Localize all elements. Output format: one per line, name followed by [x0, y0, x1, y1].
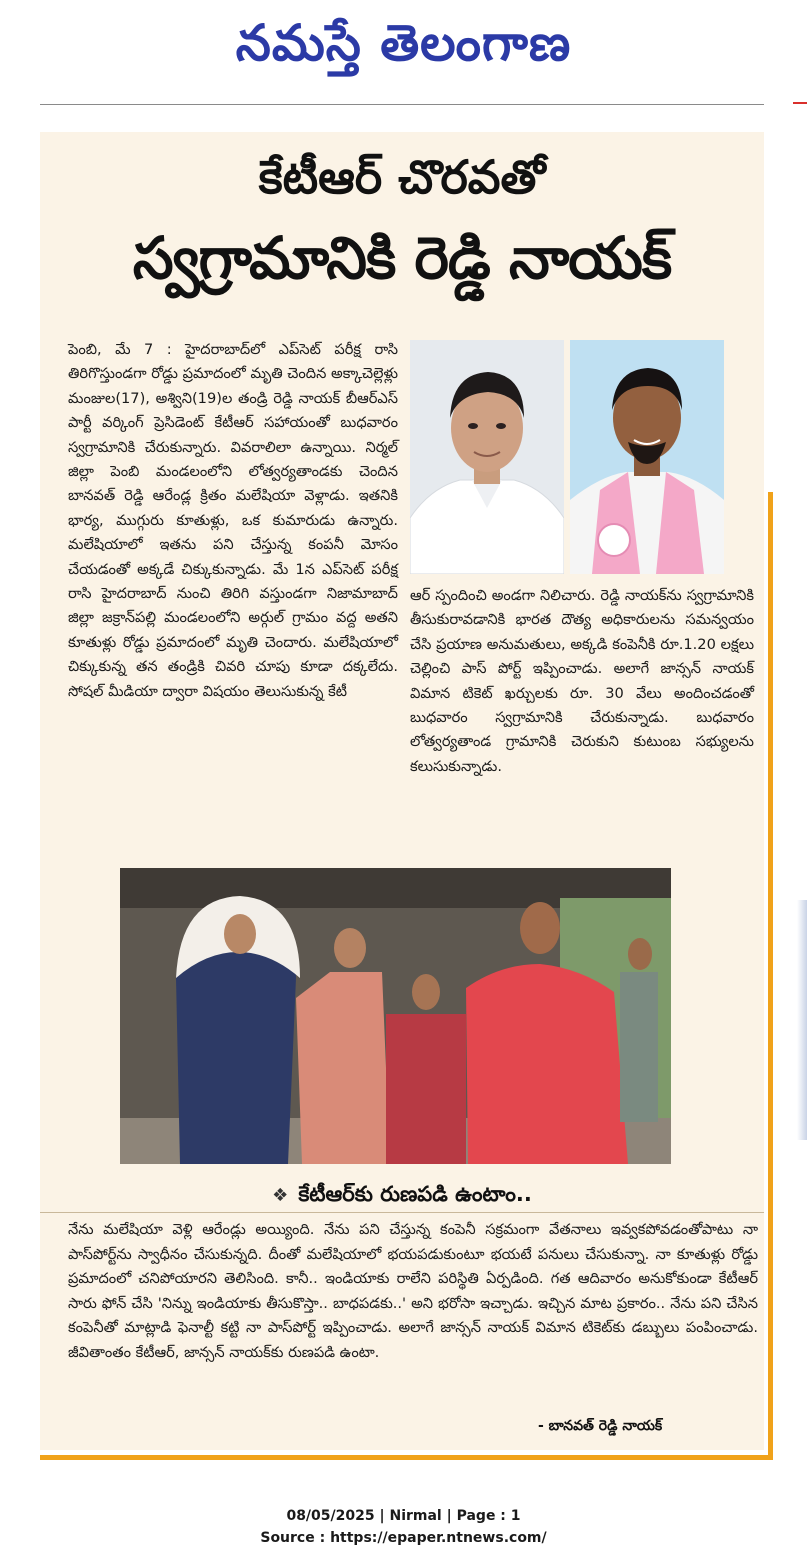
- article-column-2: ఆర్ స్పందించి అండగా నిలిచారు. రెడ్డి నాయక్‌ను స్వగ్రామానికి తీసుకురావడానికి భారత దౌత్య అధికారులను సమన్వయం చేసి ప్రయాణ అనుమతులు, అక్కడి కంపెనీకి రూ.1.20 లక్షలు చెల్లించి పాస్ పోర్ట్ ఇప్పించాడు. అలాగే జాన్సన్ నాయక్ విమాన టికెట్ ఖర్చులకు రూ. 30 వేలు అందించడంతో బుధవారం స్వగ్రామానికి చేరుకున్నాడు. బుధవారం లోత్వర్యతాండ గ్రామానికి చెరుకుని కుటుంబ సభ్యులను కలుసుకున్నాడు.: [410, 587, 754, 775]
- quote-attribution: - బానవత్ రెడ్డి నాయక్: [538, 1418, 663, 1434]
- footer-source: Source : https://epaper.ntnews.com/: [260, 1530, 547, 1546]
- headline-line-2: స్వగ్రామానికి రెడ్డి నాయక్: [132, 224, 672, 292]
- quote-body: నేను మలేషియా వెళ్లి ఆరేండ్లు అయ్యింది. నేను పని చేస్తున్న కంపెనీ సక్రమంగా వేతనాలు ఇవ్వకపోవడంతోపాటు నా పాస్‌పోర్ట్‌ను స్వాధీనం చేసుకున్నది. దీంతో మలేషియాలో భయపడుకుంటూ భయటే పనులు చేసుకున్నా. నా కూతుళ్లు రోడ్డు ప్రమాదంలో చనిపోయారని తెలిసింది. కానీ.. ఇండియాకు రాలేని పరిస్థితి ఏర్పడింది. గత ఆదివారం అనుకోకుండా కేటీఆర్ సారు ఫోన్ చేసి 'నిన్ను ఇండియాకు తీసుకొస్తా.. బాధపడకు..' అని భరోసా ఇచ్చాడు. ఇచ్చిన మాట ప్రకారం.. నేను పని చేసిన కంపెనీతో మాట్లాడి ఫెనాల్టీ కట్టి నా పాస్‌పోర్ట్ ఇప్పించాడు. అలాగే జాన్సన్ నాయక్ విమాన టికెట్‌కు డబ్బులు పంపించాడు. జీవితాంతం కేటీఆర్, జాన్సన్ నాయక్‌కు రుణపడి ఉంటా.: [68, 1221, 758, 1361]
- footer-date-edition: 08/05/2025 | Nirmal | Page : 1: [286, 1508, 521, 1524]
- accent-rule: [793, 102, 807, 104]
- quote-subheading-bar: [40, 1176, 764, 1212]
- card-border-right: [768, 492, 773, 1460]
- masthead-title: నమస్తే తెలంగాణ: [235, 14, 572, 72]
- subheading-divider: [40, 1212, 764, 1213]
- quote-subheading: కేటీఆర్‌కు రుణపడి ఉంటాం..: [298, 1182, 532, 1206]
- card-border-bottom: [40, 1455, 773, 1460]
- masthead-divider: [40, 104, 764, 105]
- masthead: [0, 0, 807, 100]
- page-edge: [797, 900, 807, 1140]
- ktr-photo: [410, 340, 564, 574]
- headline-line-1: కేటీఆర్ చొరవతో: [258, 150, 546, 204]
- diamond-bullet-icon: ❖: [272, 1185, 289, 1206]
- reddy-naik-photo: [570, 340, 724, 574]
- article-column-1: పెంబి, మే 7 : హైదరాబాద్‌లో ఎప్‌సెట్ పరీక్ష రాసి తిరిగొస్తుండగా రోడ్డు ప్రమాదంలో మృతి చెందిన అక్కాచెల్లెళ్లు మంజుల(17), అశ్విని(19)ల తండ్రి రెడ్డి నాయక్ బీఆర్‌ఎస్ పార్టీ వర్కింగ్ ప్రెసిడెంట్ కేటీఆర్ సహాయంతో బుధవారం స్వగ్రామానికి చేరుకున్నారు. వివరాలిలా ఉన్నాయి. నిర్మల్ జిల్లా పెంబి మండలంలోని లోత్వర్యతాండకు చెందిన బానవత్ రెడ్డి ఆరేండ్ల క్రితం మలేషియా వెళ్లాడు. ఇతనికి భార్య, ముగ్గురు కూతుళ్లు, ఒక కుమారుడు ఉన్నారు. మలేషియాలో ఇతను పని చేస్తున్న కంపనీ మోసం చేయడంతో అక్కడే చిక్కుకున్నాడు. మే 1న ఎప్‌సెట్ పరీక్ష రాసి హైదరాబాద్ నుంచి తిరిగి వస్తుండగా నిజామాబాద్ జిల్లా జక్రాన్‌పల్లి మండలంలోని అర్గుల్ గ్రామం వద్ద అతని కూతుళ్లు రోడ్డు ప్రమాదంలో మృతి చెందారు. మలేషియాలో చిక్కుకున్న తన తండ్రికి చివరి చూపు కూడా దక్కలేదు. సోషల్ మీడియా ద్వారా విషయం తెలుసుకున్న కేటీ: [68, 341, 398, 700]
- family-photo: [120, 868, 671, 1164]
